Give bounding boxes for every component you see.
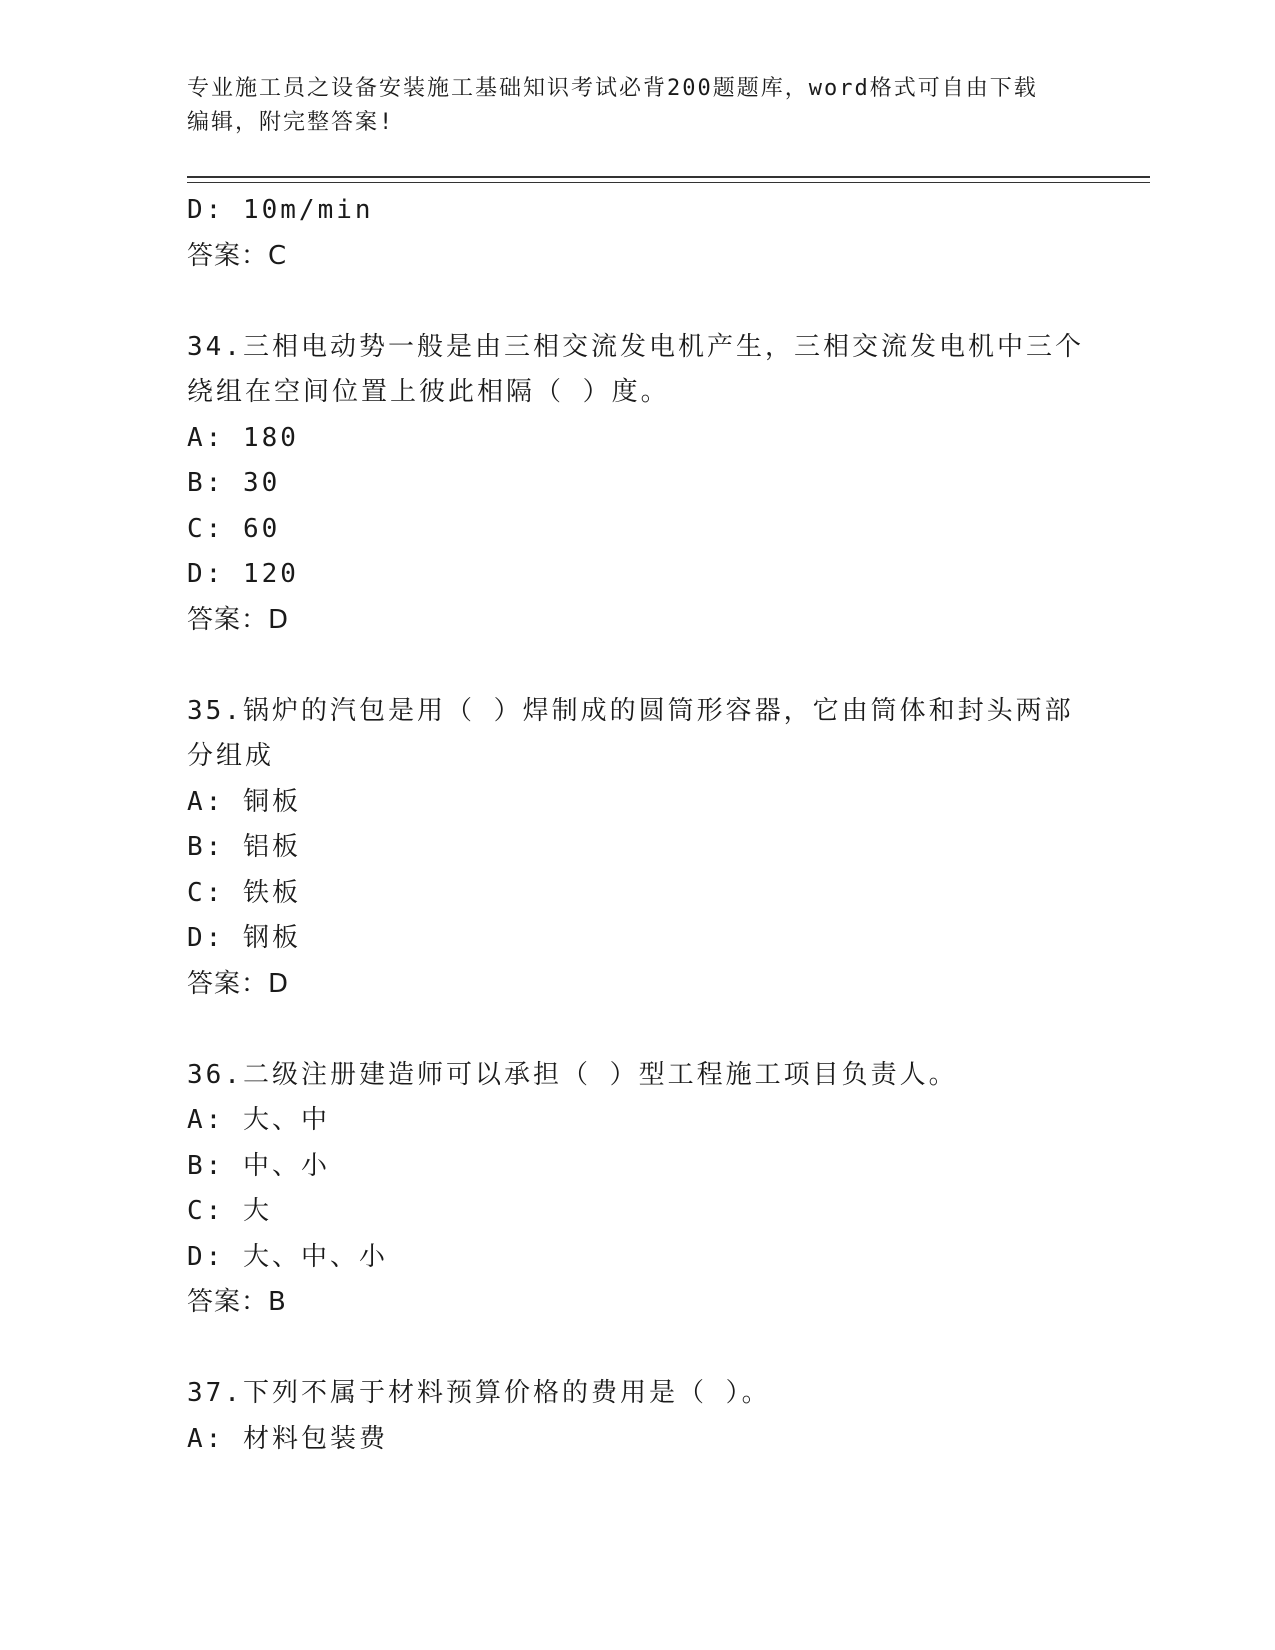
question-text-line-1: 37.下列不属于材料预算价格的费用是（ ）。 <box>187 1378 771 1408</box>
question-text-line-1: 36.二级注册建造师可以承担（ ）型工程施工项目负责人。 <box>187 1059 958 1090</box>
option-a: A: 180 <box>187 422 299 453</box>
spacer <box>187 643 1087 689</box>
option-a: A: 大、中 <box>187 1105 330 1135</box>
question-text-line-1: 34.三相电动势一般是由三相交流发电机产生，三相交流发电机中三个 <box>187 331 1084 362</box>
header-divider-thin <box>187 182 1150 183</box>
option-b: B: 30 <box>187 468 281 498</box>
option-b: B: 中、小 <box>187 1150 330 1181</box>
option-b: B: 铝板 <box>187 832 301 862</box>
option-c: C: 铁板 <box>187 877 301 908</box>
spacer <box>187 1326 1087 1372</box>
document-header <box>187 72 1087 140</box>
header-line-1: 专业施工员之设备安装施工基础知识考试必背200题题库，word格式可自由下载 <box>187 76 1038 101</box>
question-36 <box>187 1053 1087 1326</box>
question-content <box>187 188 1087 1462</box>
answer: 答案：D <box>187 604 290 635</box>
header-divider-thick <box>187 176 1150 178</box>
spacer <box>187 1007 1087 1053</box>
option-a: A: 材料包装费 <box>187 1423 388 1454</box>
answer: 答案：D <box>187 968 290 999</box>
answer: 答案：B <box>187 1287 287 1317</box>
option-c: C: 大 <box>187 1196 272 1226</box>
option-a: A: 铜板 <box>187 786 301 817</box>
question-34 <box>187 325 1087 644</box>
question-35 <box>187 689 1087 1008</box>
answer: 答案：C <box>187 240 288 271</box>
question-text-line-2: 绕组在空间位置上彼此相隔（ ）度。 <box>187 377 670 407</box>
option-d: D: 钢板 <box>187 923 301 953</box>
spacer <box>187 279 1087 325</box>
question-text-line-2: 分组成 <box>187 741 275 771</box>
question-text-line-1: 35.锅炉的汽包是用（ ）焊制成的圆筒形容器，它由筒体和封头两部 <box>187 695 1074 726</box>
option-d: D: 大、中、小 <box>187 1241 388 1272</box>
option-d: D: 10m/min <box>187 195 374 225</box>
question-37 <box>187 1371 1087 1462</box>
option-d: D: 120 <box>187 559 299 589</box>
header-line-2: 编辑，附完整答案! <box>187 110 395 135</box>
option-c: C: 60 <box>187 513 281 544</box>
